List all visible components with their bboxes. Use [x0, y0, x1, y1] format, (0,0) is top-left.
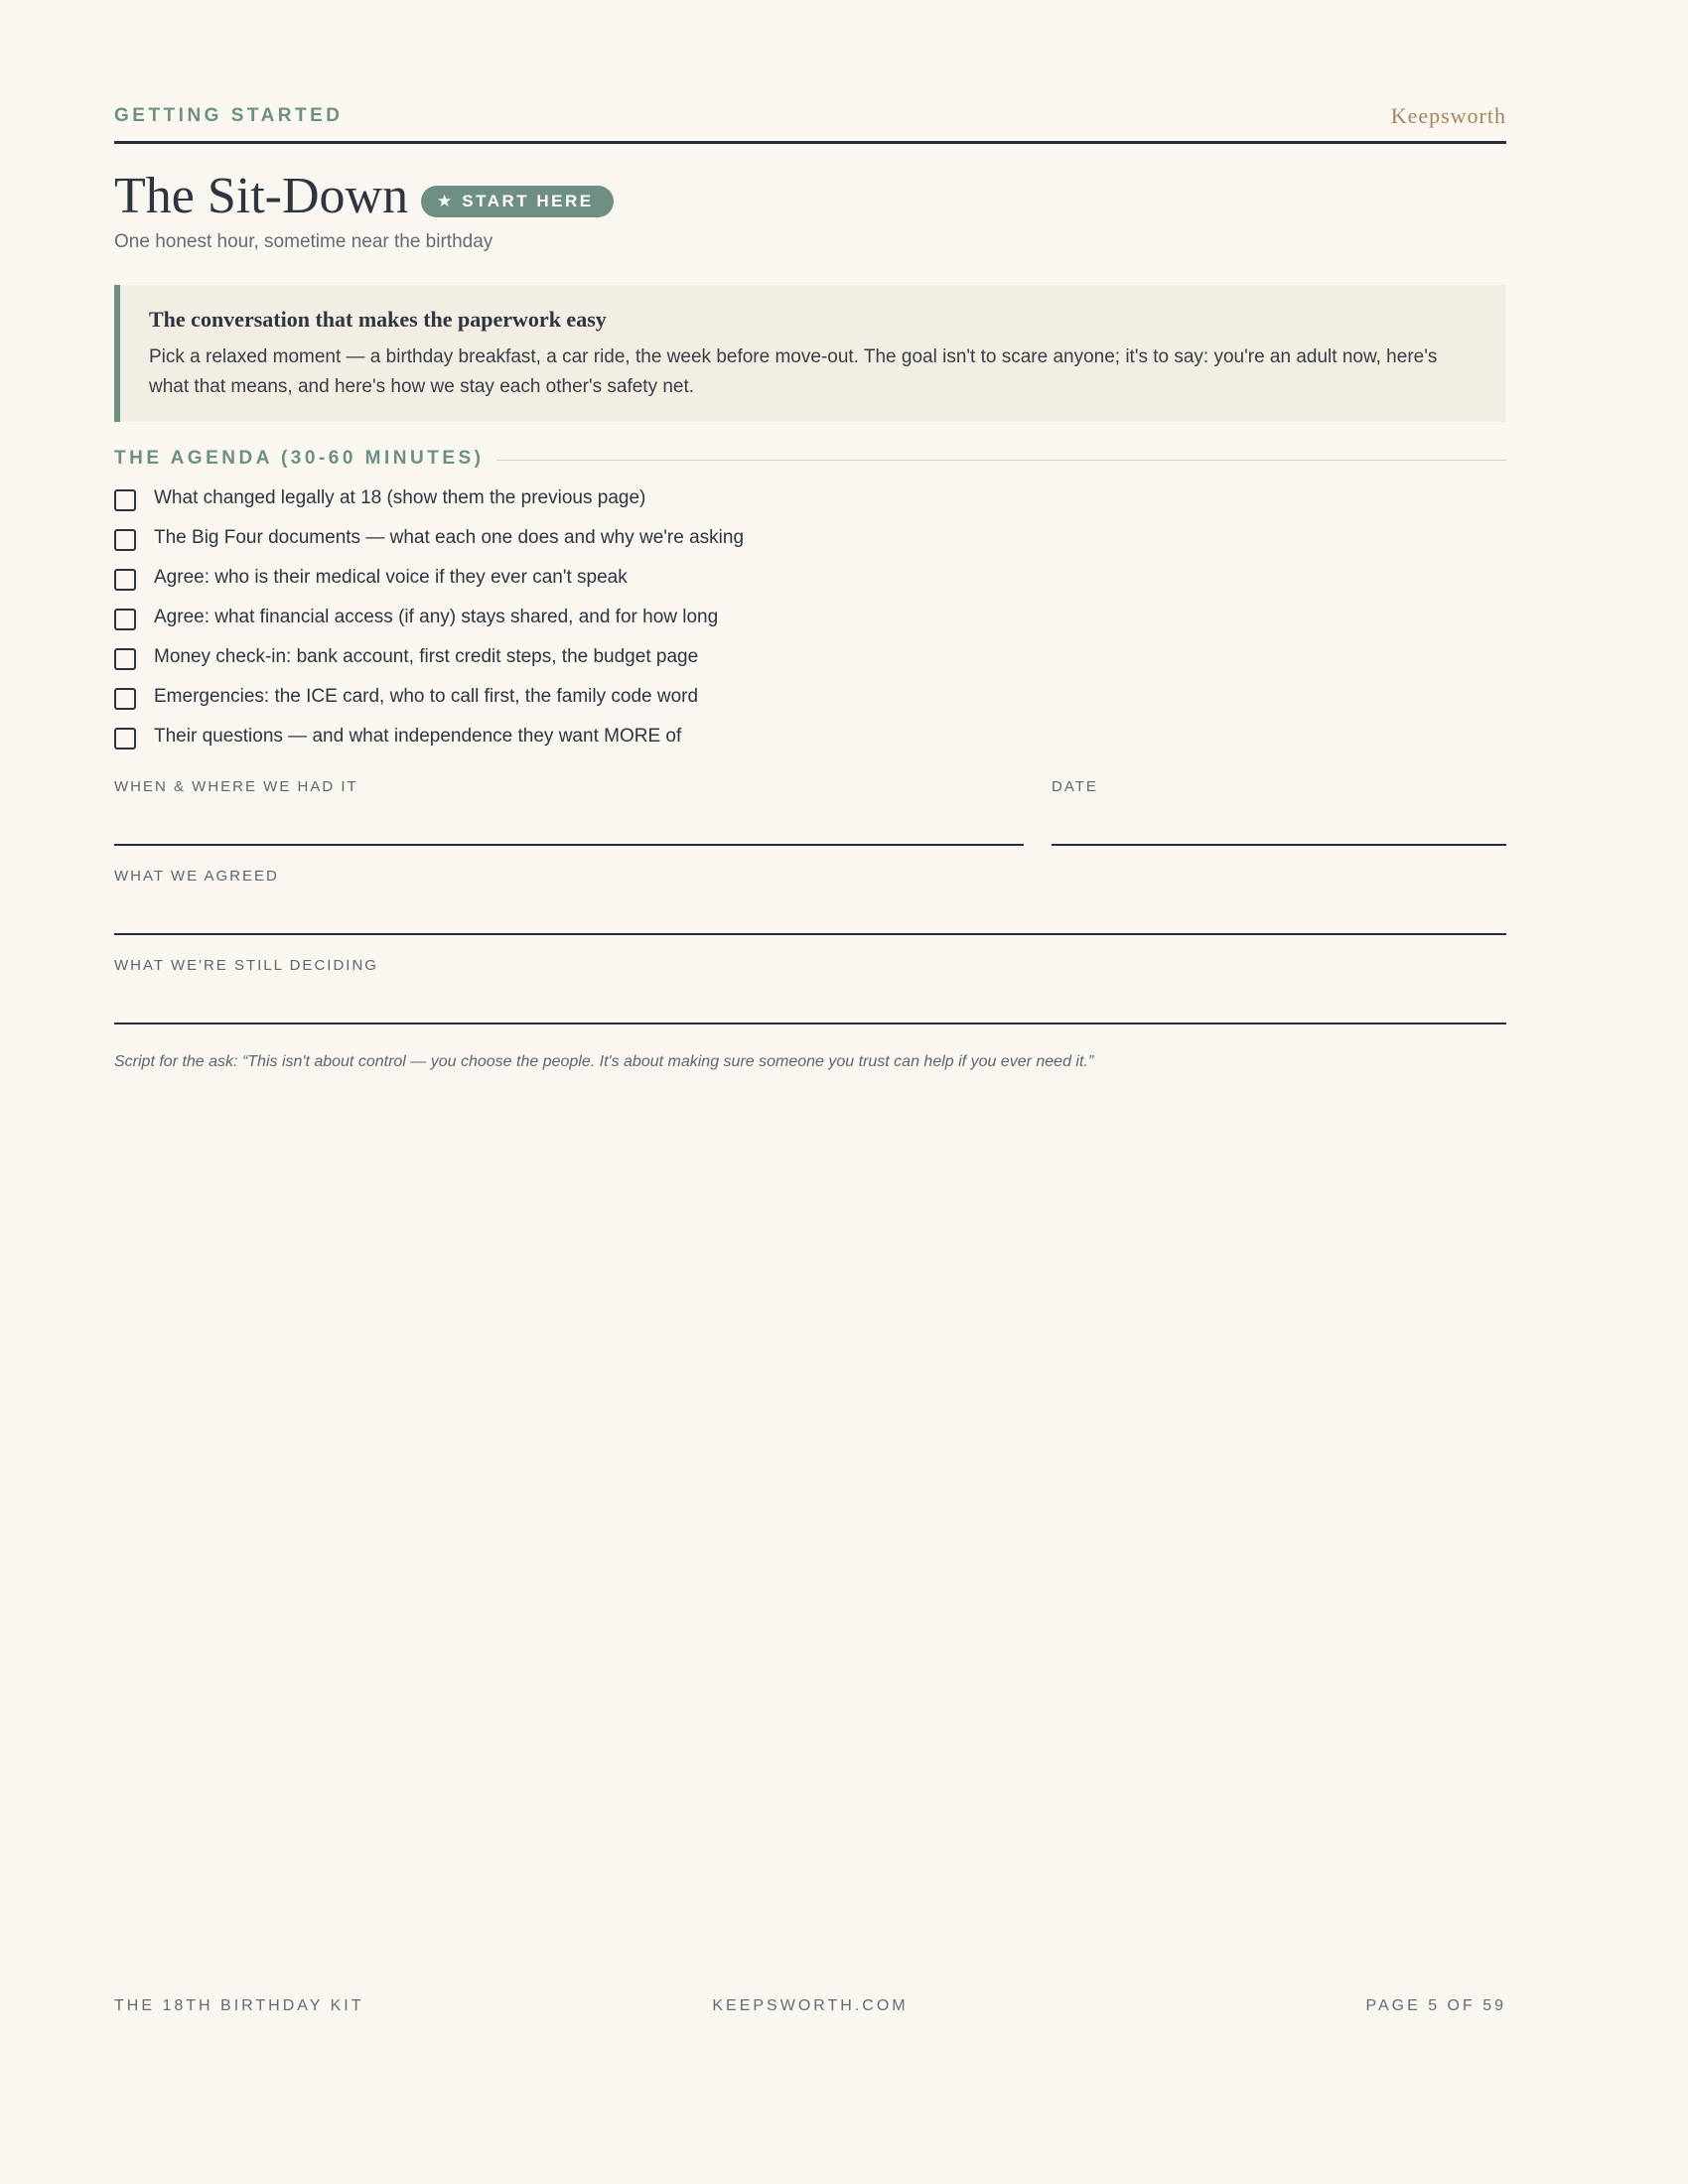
checkbox[interactable]: [114, 529, 136, 551]
when-where-field[interactable]: [114, 844, 1024, 846]
checklist-item: [114, 525, 1506, 565]
checklist-item-label: Emergencies: the ICE card, who to call first, the family code word: [154, 686, 699, 707]
agreed-label: WHAT WE AGREED: [114, 868, 279, 885]
date-label: DATE: [1052, 778, 1098, 795]
checkbox[interactable]: [114, 609, 136, 630]
checklist-item-label: Agree: what financial access (if any) stays shared, and for how long: [154, 607, 719, 627]
checklist-item: [114, 565, 1506, 605]
checklist-item: [114, 684, 1506, 724]
brand-logo: Keepsworth: [1390, 103, 1506, 128]
checkbox[interactable]: [114, 688, 136, 710]
footer-kit-name: THE 18TH BIRTHDAY KIT: [114, 1997, 364, 2014]
page-title: The Sit-Down: [114, 168, 409, 224]
checklist-item-label: Their questions — and what independence they want MORE of: [154, 726, 682, 747]
checklist-item-label: Agree: who is their medical voice if they ever can't speak: [154, 567, 628, 588]
checklist-item: [114, 485, 1506, 525]
agenda-heading: THE AGENDA (30-60 MINUTES): [114, 448, 485, 469]
checklist-item: [114, 605, 1506, 644]
checkbox[interactable]: [114, 648, 136, 670]
deciding-field[interactable]: [114, 1023, 1506, 1024]
script-note: Script for the ask: “This isn't about control — you choose the people. It's about making sure someone you trust can help if you ever need it.”: [114, 1053, 1094, 1070]
page-subtitle: One honest hour, sometime near the birthday: [114, 231, 493, 252]
date-field[interactable]: [1052, 844, 1506, 846]
checkbox[interactable]: [114, 489, 136, 511]
agenda-divider: [496, 460, 1506, 461]
star-icon: ★: [437, 192, 453, 210]
start-here-badge: [421, 186, 614, 217]
callout-body: Pick a relaxed moment — a birthday breakfast, a car ride, the week before move-out. The goal isn't to scare anyone; it's to say: you're an adult now, here's what that means, and here's how we stay each other's safety net.: [149, 346, 1438, 397]
page-header: [114, 103, 1506, 144]
section-label: GETTING STARTED: [114, 105, 344, 126]
page: [114, 0, 1506, 2184]
checklist-item-label: The Big Four documents — what each one does and why we're asking: [154, 527, 745, 548]
page-number: PAGE 5 OF 59: [1365, 1997, 1506, 2014]
agenda-heading-row: [114, 448, 1506, 474]
badge-label: START HERE: [462, 192, 594, 210]
footer-website: KEEPSWORTH.COM: [712, 1997, 909, 2014]
agreed-field[interactable]: [114, 933, 1506, 935]
callout-heading: The conversation that makes the paperwork easy: [149, 307, 607, 332]
deciding-label: WHAT WE'RE STILL DECIDING: [114, 957, 378, 974]
callout-box: [114, 285, 1506, 422]
checklist-item-label: What changed legally at 18 (show them the previous page): [154, 487, 646, 508]
page-footer: [114, 1997, 1506, 2021]
checklist-item-label: Money check-in: bank account, first credit steps, the budget page: [154, 646, 699, 667]
checklist-item: [114, 724, 1506, 763]
checkbox[interactable]: [114, 569, 136, 591]
checklist-item: [114, 644, 1506, 684]
checkbox[interactable]: [114, 728, 136, 750]
agenda-checklist: [114, 485, 1506, 763]
when-where-label: WHEN & WHERE WE HAD IT: [114, 778, 358, 795]
